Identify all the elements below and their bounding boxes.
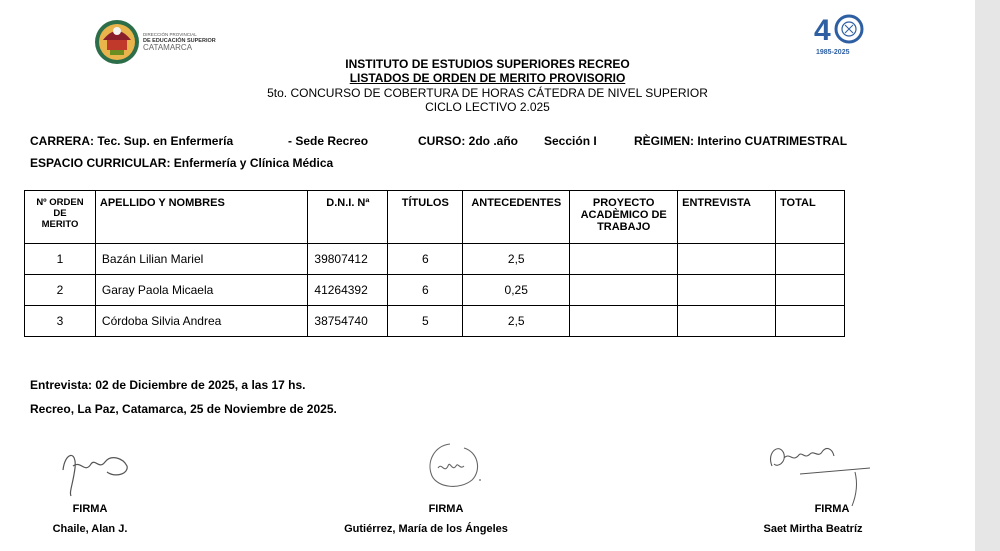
merit-table [24, 190, 845, 337]
cell-project [570, 275, 678, 306]
signature-2-handwriting-icon [420, 438, 490, 494]
cell-interview [678, 275, 776, 306]
table-row [25, 306, 845, 337]
cell-project [570, 306, 678, 337]
cell-total [776, 306, 845, 337]
list-title: LISTADOS DE ORDEN DE MERITO PROVISORIO [349, 71, 626, 85]
course-label: CURSO: 2do .año [418, 134, 519, 148]
regime-label: RÈGIMEN: Interino CUATRIMESTRAL [634, 134, 848, 148]
cell-order: 2 [25, 275, 96, 306]
col-background-header: ANTECEDENTES [463, 191, 570, 244]
cell-interview [678, 244, 776, 275]
cell-total [776, 275, 845, 306]
site-label: - Sede Recreo [288, 134, 369, 148]
place-date: Recreo, La Paz, Catamarca, 25 de Noviembre de 2025. [30, 402, 337, 416]
signature-3-name: Saet Mirtha Beatríz [763, 523, 863, 535]
signature-1-name: Chaile, Alan J. [52, 523, 128, 535]
viewer-scroll-gutter [975, 0, 1000, 551]
col-dni-header: D.N.I. Nª [308, 191, 388, 244]
svg-text:1985-2025: 1985-2025 [816, 49, 850, 56]
anniversary-40-icon [812, 10, 878, 58]
cell-name: Garay Paola Micaela [95, 275, 307, 306]
signature-3-label: FIRMA [814, 503, 850, 515]
cell-titles: 6 [388, 244, 463, 275]
col-project-header: PROYECTO ACADÈMICO DE TRABAJO [570, 191, 678, 244]
cell-background: 0,25 [463, 275, 570, 306]
anniversary-logo [812, 10, 878, 58]
cell-titles: 6 [388, 275, 463, 306]
svg-text:DIRECCIÓN PROVINCIAL: DIRECCIÓN PROVINCIAL [143, 32, 197, 37]
institute-title: INSTITUTO DE ESTUDIOS SUPERIORES RECREO [345, 57, 630, 71]
table-row [25, 275, 845, 306]
cell-titles: 5 [388, 306, 463, 337]
section-label: Sección I [544, 134, 597, 148]
table-row [25, 244, 845, 275]
col-interview-header: ENTREVISTA [678, 191, 776, 244]
col-name-header: APELLIDO Y NOMBRES [95, 191, 307, 244]
signature-3-handwriting-icon [760, 432, 875, 512]
col-order-header: Nº ORDEN DE MERITO [25, 191, 96, 244]
cell-order: 1 [25, 244, 96, 275]
subject-label: ESPACIO CURRICULAR: Enfermería y Clínica Médica [30, 156, 334, 170]
cell-total [776, 244, 845, 275]
svg-text:DE EDUCACIÓN SUPERIOR: DE EDUCACIÓN SUPERIOR [143, 38, 216, 44]
table-header-row [25, 191, 845, 244]
signature-1-handwriting-icon [55, 440, 135, 500]
cell-background: 2,5 [463, 306, 570, 337]
col-titles-header: TÍTULOS [388, 191, 463, 244]
cell-project [570, 244, 678, 275]
cell-name: Córdoba Silvia Andrea [95, 306, 307, 337]
col-total-header: TOTAL [776, 191, 845, 244]
cell-dni: 39807412 [308, 244, 388, 275]
svg-text:4: 4 [814, 14, 831, 47]
cycle-title: CICLO LECTIVO 2.025 [425, 100, 550, 114]
cell-name: Bazán Lilian Mariel [95, 244, 307, 275]
cell-dni: 38754740 [308, 306, 388, 337]
career-label: CARRERA: Tec. Sup. en Enfermería [30, 134, 234, 148]
signature-2-label: FIRMA [428, 503, 464, 515]
interview-note: Entrevista: 02 de Diciembre de 2025, a las 17 hs. [30, 378, 306, 392]
signature-1-label: FIRMA [72, 503, 108, 515]
contest-title: 5to. CONCURSO DE COBERTURA DE HORAS CÁTEDRA DE NIVEL SUPERIOR [267, 86, 708, 100]
cell-interview [678, 306, 776, 337]
svg-text:CATAMARCA: CATAMARCA [143, 43, 193, 52]
signature-2-name: Gutiérrez, María de los Ángeles [344, 523, 508, 535]
cell-dni: 41264392 [308, 275, 388, 306]
cell-order: 3 [25, 306, 96, 337]
cell-background: 2,5 [463, 244, 570, 275]
